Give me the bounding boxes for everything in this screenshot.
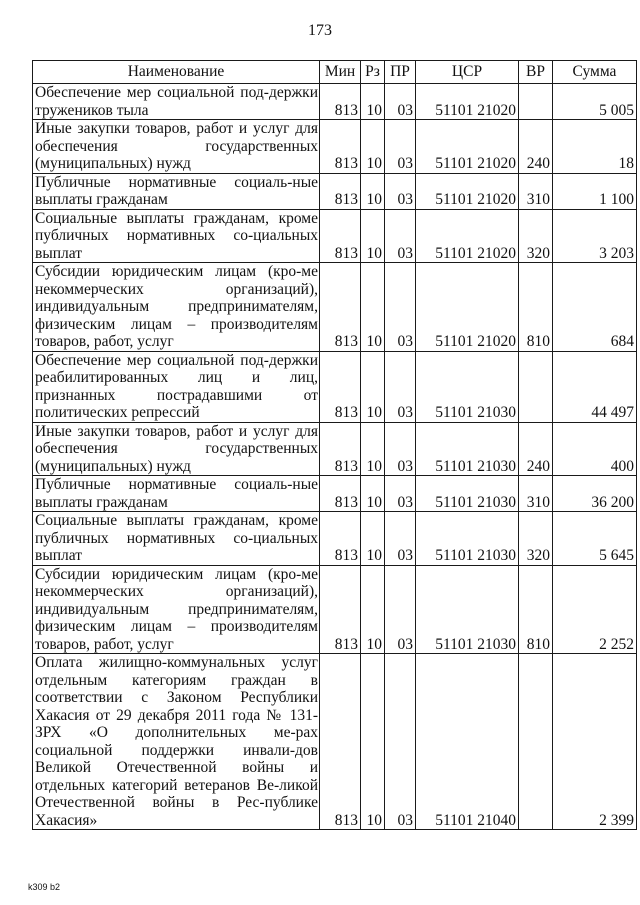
cell-csr: 51101 21020 [416,120,519,174]
cell-csr: 51101 21040 [416,654,519,830]
cell-sum: 2 252 [553,565,637,654]
cell-rz: 10 [361,263,385,352]
cell-name: Социальные выплаты гражданам, кроме публичных нормативных со-циальных выплат [33,209,320,263]
table-row [33,565,637,654]
header-pr: ПР [385,61,416,84]
header-rz: Рз [361,61,385,84]
cell-vr: 320 [519,512,553,566]
cell-min: 813 [320,120,361,174]
cell-min: 813 [320,209,361,263]
cell-pr: 03 [385,351,416,422]
cell-min: 813 [320,654,361,830]
cell-min: 813 [320,263,361,352]
cell-rz: 10 [361,209,385,263]
cell-min: 813 [320,84,361,120]
cell-sum: 1 100 [553,173,637,209]
cell-rz: 10 [361,84,385,120]
cell-csr: 51101 21020 [416,84,519,120]
header-csr: ЦСР [416,61,519,84]
cell-sum: 2 399 [553,654,637,830]
cell-csr: 51101 21030 [416,351,519,422]
cell-pr: 03 [385,173,416,209]
cell-vr [519,654,553,830]
cell-rz: 10 [361,512,385,566]
cell-sum: 18 [553,120,637,174]
cell-vr [519,351,553,422]
table-header-row [33,61,637,84]
cell-name: Иные закупки товаров, работ и услуг для обеспечения государственных (муниципальных) нужд [33,120,320,174]
cell-rz: 10 [361,422,385,476]
cell-sum: 5 645 [553,512,637,566]
cell-pr: 03 [385,476,416,512]
header-sum: Сумма [553,61,637,84]
page-number: 173 [308,22,332,39]
cell-csr: 51101 21020 [416,209,519,263]
cell-sum: 5 005 [553,84,637,120]
cell-pr: 03 [385,120,416,174]
table-row [33,84,637,120]
cell-rz: 10 [361,654,385,830]
cell-pr: 03 [385,263,416,352]
table-row [33,351,637,422]
cell-rz: 10 [361,351,385,422]
cell-pr: 03 [385,654,416,830]
cell-pr: 03 [385,209,416,263]
cell-vr: 310 [519,476,553,512]
cell-name: Публичные нормативные социаль-ные выплаты гражданам [33,173,320,209]
table-row [33,263,637,352]
cell-sum: 3 203 [553,209,637,263]
table-row [33,654,637,830]
table-row [33,120,637,174]
cell-vr: 240 [519,422,553,476]
table-row [33,173,637,209]
cell-csr: 51101 21020 [416,263,519,352]
cell-vr: 320 [519,209,553,263]
cell-min: 813 [320,512,361,566]
footer-code: k309 b2 [28,882,61,892]
cell-pr: 03 [385,422,416,476]
cell-csr: 51101 21030 [416,422,519,476]
cell-name: Публичные нормативные социаль-ные выплаты гражданам [33,476,320,512]
cell-name: Оплата жилищно-коммунальных услуг отдельным категориям граждан в соответствии с Законом Республики Хакасия от 29 декабря 2011 года № 131-ЗРХ «О дополнительных ме-рах социальной поддержки инвали-дов Великой Отечественной войны и отдельных категорий ветеранов Ве-ликой Отечественной войны в Рес-публике Хакасия» [33,654,320,830]
cell-rz: 10 [361,476,385,512]
cell-sum: 400 [553,422,637,476]
header-name: Наименование [33,61,320,84]
cell-csr: 51101 21030 [416,512,519,566]
cell-vr: 810 [519,263,553,352]
cell-pr: 03 [385,565,416,654]
cell-name: Социальные выплаты гражданам, кроме публичных нормативных со-циальных выплат [33,512,320,566]
cell-pr: 03 [385,84,416,120]
header-vr: ВР [519,61,553,84]
table-row [33,422,637,476]
cell-rz: 10 [361,120,385,174]
cell-rz: 10 [361,565,385,654]
budget-table [32,60,637,830]
cell-name: Иные закупки товаров, работ и услуг для обеспечения государственных (муниципальных) нужд [33,422,320,476]
cell-vr [519,84,553,120]
cell-min: 813 [320,565,361,654]
cell-sum: 684 [553,263,637,352]
table-row [33,476,637,512]
cell-csr: 51101 21030 [416,565,519,654]
cell-name: Обеспечение мер социальной под-держки реабилитированных лиц и лиц, признанных пострадавшими от политических репрессий [33,351,320,422]
cell-rz: 10 [361,173,385,209]
header-min: Мин [320,61,361,84]
cell-min: 813 [320,351,361,422]
cell-min: 813 [320,422,361,476]
cell-pr: 03 [385,512,416,566]
cell-vr: 310 [519,173,553,209]
table-row [33,512,637,566]
cell-vr: 810 [519,565,553,654]
table-row [33,209,637,263]
cell-name: Субсидии юридическим лицам (кро-ме некоммерческих организаций), индивидуальным предпринимателям, физическим лицам – производителям товаров, работ, услуг [33,565,320,654]
cell-vr: 240 [519,120,553,174]
cell-sum: 36 200 [553,476,637,512]
table-body [33,84,637,830]
cell-min: 813 [320,476,361,512]
cell-min: 813 [320,173,361,209]
cell-name: Обеспечение мер социальной под-держки тружеников тыла [33,84,320,120]
cell-name: Субсидии юридическим лицам (кро-ме некоммерческих организаций), индивидуальным предпринимателям, физическим лицам – производителям товаров, работ, услуг [33,263,320,352]
cell-csr: 51101 21030 [416,476,519,512]
cell-csr: 51101 21020 [416,173,519,209]
cell-sum: 44 497 [553,351,637,422]
